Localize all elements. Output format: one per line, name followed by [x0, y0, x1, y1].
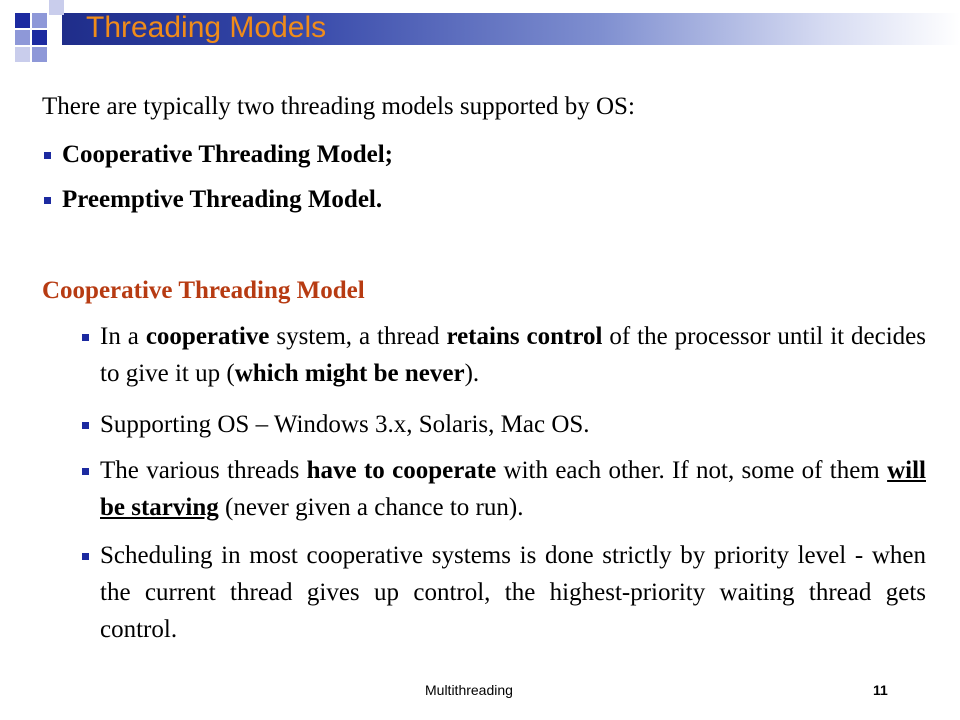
bullet-point-threads-cooperate: The various threads have to cooperate with each other. If not, some of them will be starving (never given a chance to run). — [100, 457, 926, 521]
section-heading: Cooperative Threading Model — [42, 277, 365, 304]
bullet-point-supporting-os: Supporting OS – Windows 3.x, Solaris, Mac OS. — [100, 411, 590, 438]
decor-square — [32, 30, 47, 45]
decor-square — [49, 0, 64, 15]
footer-label: Multithreading — [425, 682, 513, 698]
model-item-cooperative: Cooperative Threading Model; — [62, 141, 394, 168]
square-bullet-icon — [82, 334, 89, 341]
square-bullet-icon — [44, 197, 51, 204]
intro-text: There are typically two threading models supported by OS: — [42, 93, 635, 120]
model-item-preemptive: Preemptive Threading Model. — [62, 186, 383, 213]
bullet-point-scheduling: Scheduling in most cooperative systems is done strictly by priority level - when the current thread gives up control, the highest-priority waiting thread gets control. — [100, 542, 926, 643]
slide-title: Threading Models — [86, 11, 327, 44]
decor-square — [15, 13, 30, 28]
page-number: 11 — [873, 682, 888, 698]
square-bullet-icon — [82, 468, 89, 475]
square-bullet-icon — [44, 152, 51, 159]
bullet-point-cooperative-control: In a cooperative system, a thread retains control of the processor until it decides to give it up (which might be never). — [100, 323, 926, 387]
square-bullet-icon — [82, 422, 89, 429]
decor-square — [32, 47, 47, 62]
square-bullet-icon — [82, 553, 89, 560]
decor-square — [32, 13, 47, 28]
decor-square — [15, 30, 30, 45]
decor-square — [15, 47, 30, 62]
